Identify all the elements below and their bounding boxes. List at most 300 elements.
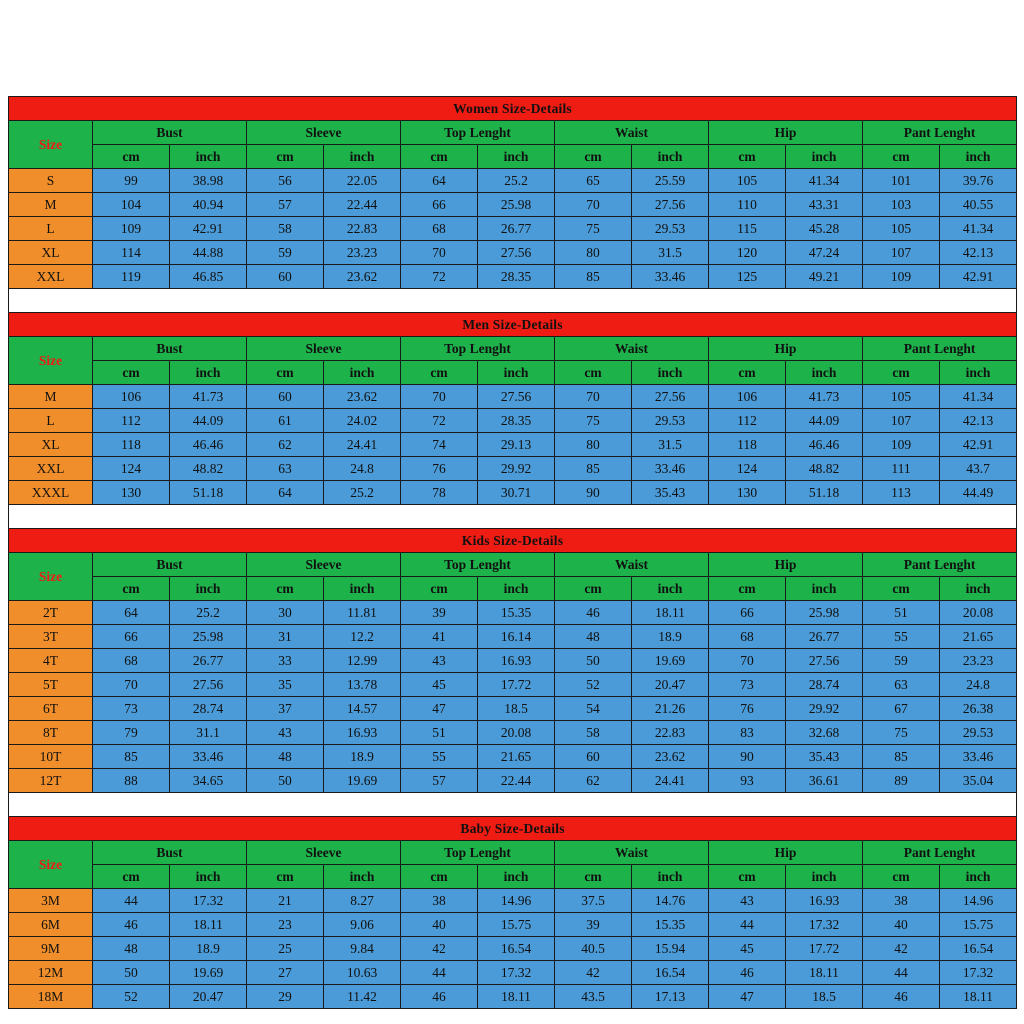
measurement-cell: 18.9: [632, 625, 709, 649]
measurement-cell: 21.65: [478, 745, 555, 769]
section-title-row: [9, 529, 1017, 553]
row-size-label: XXL: [9, 265, 93, 289]
column-unit-header: cm: [709, 145, 786, 169]
measurement-cell: 28.74: [786, 673, 863, 697]
measurement-cell: 118: [93, 433, 170, 457]
group-header-row: [9, 841, 1017, 865]
column-group-header: Bust: [93, 121, 247, 145]
measurement-cell: 56: [247, 169, 324, 193]
measurement-cell: 44: [863, 961, 940, 985]
measurement-cell: 40.55: [940, 193, 1017, 217]
measurement-cell: 110: [709, 193, 786, 217]
measurement-cell: 109: [863, 433, 940, 457]
column-unit-header: inch: [940, 865, 1017, 889]
column-unit-header: cm: [863, 577, 940, 601]
group-header-row: [9, 121, 1017, 145]
measurement-cell: 42.13: [940, 241, 1017, 265]
measurement-cell: 85: [555, 265, 632, 289]
column-unit-header: cm: [401, 361, 478, 385]
measurement-cell: 46.46: [170, 433, 247, 457]
measurement-cell: 17.13: [632, 985, 709, 1009]
measurement-cell: 57: [247, 193, 324, 217]
measurement-cell: 22.44: [478, 769, 555, 793]
measurement-cell: 27.56: [478, 385, 555, 409]
measurement-cell: 85: [93, 745, 170, 769]
column-group-header: Bust: [93, 337, 247, 361]
column-unit-header: inch: [170, 361, 247, 385]
unit-header-row: [9, 361, 1017, 385]
table-row: [9, 961, 1017, 985]
column-unit-header: cm: [555, 145, 632, 169]
measurement-cell: 85: [555, 457, 632, 481]
column-unit-header: cm: [709, 865, 786, 889]
measurement-cell: 48: [555, 625, 632, 649]
measurement-cell: 41.34: [786, 169, 863, 193]
measurement-cell: 58: [247, 217, 324, 241]
measurement-cell: 103: [863, 193, 940, 217]
measurement-cell: 18.5: [786, 985, 863, 1009]
measurement-cell: 22.44: [324, 193, 401, 217]
row-size-label: M: [9, 385, 93, 409]
measurement-cell: 16.54: [478, 937, 555, 961]
measurement-cell: 115: [709, 217, 786, 241]
measurement-cell: 37.5: [555, 889, 632, 913]
group-header-row: [9, 553, 1017, 577]
measurement-cell: 113: [863, 481, 940, 505]
column-group-header: Pant Lenght: [863, 553, 1017, 577]
column-unit-header: cm: [93, 145, 170, 169]
section-gap: [9, 289, 1017, 313]
column-unit-header: inch: [632, 865, 709, 889]
measurement-cell: 35: [247, 673, 324, 697]
measurement-cell: 51: [401, 721, 478, 745]
row-size-label: 6T: [9, 697, 93, 721]
measurement-cell: 25.98: [170, 625, 247, 649]
column-unit-header: inch: [786, 361, 863, 385]
measurement-cell: 33.46: [632, 457, 709, 481]
measurement-cell: 112: [93, 409, 170, 433]
measurement-cell: 11.42: [324, 985, 401, 1009]
measurement-cell: 26.77: [786, 625, 863, 649]
column-header-size: Size: [9, 337, 93, 385]
table-row: [9, 697, 1017, 721]
section-gap-cell: [9, 793, 1017, 817]
measurement-cell: 29.92: [786, 697, 863, 721]
measurement-cell: 14.96: [940, 889, 1017, 913]
measurement-cell: 34.65: [170, 769, 247, 793]
measurement-cell: 25: [247, 937, 324, 961]
measurement-cell: 27.56: [478, 241, 555, 265]
measurement-cell: 61: [247, 409, 324, 433]
column-group-header: Hip: [709, 337, 863, 361]
row-size-label: XL: [9, 433, 93, 457]
measurement-cell: 27.56: [170, 673, 247, 697]
measurement-cell: 60: [555, 745, 632, 769]
measurement-cell: 78: [401, 481, 478, 505]
table-row: [9, 889, 1017, 913]
measurement-cell: 37: [247, 697, 324, 721]
row-size-label: 2T: [9, 601, 93, 625]
measurement-cell: 21.26: [632, 697, 709, 721]
measurement-cell: 33.46: [170, 745, 247, 769]
column-unit-header: inch: [170, 865, 247, 889]
measurement-cell: 119: [93, 265, 170, 289]
measurement-cell: 16.93: [786, 889, 863, 913]
measurement-cell: 60: [247, 385, 324, 409]
table-row: [9, 601, 1017, 625]
measurement-cell: 50: [247, 769, 324, 793]
measurement-cell: 29.53: [632, 217, 709, 241]
measurement-cell: 42: [863, 937, 940, 961]
measurement-cell: 21: [247, 889, 324, 913]
measurement-cell: 124: [709, 457, 786, 481]
measurement-cell: 73: [93, 697, 170, 721]
column-unit-header: cm: [555, 361, 632, 385]
measurement-cell: 12.2: [324, 625, 401, 649]
measurement-cell: 67: [863, 697, 940, 721]
column-header-size: Size: [9, 121, 93, 169]
measurement-cell: 45.28: [786, 217, 863, 241]
measurement-cell: 68: [401, 217, 478, 241]
measurement-cell: 50: [93, 961, 170, 985]
measurement-cell: 43: [247, 721, 324, 745]
column-unit-header: cm: [401, 865, 478, 889]
row-size-label: 3T: [9, 625, 93, 649]
measurement-cell: 25.2: [478, 169, 555, 193]
measurement-cell: 29: [247, 985, 324, 1009]
section-gap: [9, 505, 1017, 529]
table-row: [9, 745, 1017, 769]
measurement-cell: 99: [93, 169, 170, 193]
table-row: [9, 721, 1017, 745]
measurement-cell: 44.49: [940, 481, 1017, 505]
measurement-cell: 76: [709, 697, 786, 721]
column-unit-header: cm: [863, 361, 940, 385]
measurement-cell: 75: [555, 217, 632, 241]
measurement-cell: 44: [709, 913, 786, 937]
column-group-header: Pant Lenght: [863, 337, 1017, 361]
section-title: Women Size-Details: [9, 97, 1017, 121]
measurement-cell: 23.23: [940, 649, 1017, 673]
row-size-label: 10T: [9, 745, 93, 769]
measurement-cell: 31.5: [632, 241, 709, 265]
measurement-cell: 18.5: [478, 697, 555, 721]
measurement-cell: 14.76: [632, 889, 709, 913]
column-unit-header: cm: [247, 361, 324, 385]
measurement-cell: 48: [93, 937, 170, 961]
measurement-cell: 31.1: [170, 721, 247, 745]
measurement-cell: 51.18: [170, 481, 247, 505]
row-size-label: L: [9, 217, 93, 241]
measurement-cell: 62: [247, 433, 324, 457]
size-chart-sheet: [8, 96, 1016, 1009]
measurement-cell: 58: [555, 721, 632, 745]
measurement-cell: 41: [401, 625, 478, 649]
measurement-cell: 28.35: [478, 409, 555, 433]
measurement-cell: 40.5: [555, 937, 632, 961]
measurement-cell: 118: [709, 433, 786, 457]
column-unit-header: cm: [93, 361, 170, 385]
measurement-cell: 130: [709, 481, 786, 505]
measurement-cell: 89: [863, 769, 940, 793]
column-group-header: Top Lenght: [401, 553, 555, 577]
column-header-size: Size: [9, 841, 93, 889]
measurement-cell: 27.56: [632, 385, 709, 409]
row-size-label: 3M: [9, 889, 93, 913]
row-size-label: XXL: [9, 457, 93, 481]
measurement-cell: 25.2: [324, 481, 401, 505]
column-group-header: Hip: [709, 841, 863, 865]
column-group-header: Top Lenght: [401, 841, 555, 865]
table-row: [9, 265, 1017, 289]
measurement-cell: 105: [863, 385, 940, 409]
column-group-header: Top Lenght: [401, 337, 555, 361]
measurement-cell: 26.38: [940, 697, 1017, 721]
measurement-cell: 70: [709, 649, 786, 673]
row-size-label: XL: [9, 241, 93, 265]
table-row: [9, 769, 1017, 793]
measurement-cell: 18.9: [170, 937, 247, 961]
measurement-cell: 70: [93, 673, 170, 697]
measurement-cell: 17.72: [786, 937, 863, 961]
measurement-cell: 72: [401, 409, 478, 433]
measurement-cell: 43.5: [555, 985, 632, 1009]
measurement-cell: 125: [709, 265, 786, 289]
measurement-cell: 29.53: [632, 409, 709, 433]
measurement-cell: 23.62: [324, 385, 401, 409]
row-size-label: L: [9, 409, 93, 433]
measurement-cell: 18.11: [786, 961, 863, 985]
column-group-header: Hip: [709, 553, 863, 577]
column-unit-header: cm: [555, 865, 632, 889]
column-unit-header: cm: [401, 577, 478, 601]
measurement-cell: 22.83: [632, 721, 709, 745]
column-group-header: Waist: [555, 337, 709, 361]
measurement-cell: 46: [709, 961, 786, 985]
column-unit-header: inch: [786, 577, 863, 601]
measurement-cell: 49.21: [786, 265, 863, 289]
column-group-header: Waist: [555, 841, 709, 865]
measurement-cell: 70: [555, 385, 632, 409]
column-unit-header: inch: [940, 577, 1017, 601]
measurement-cell: 27.56: [632, 193, 709, 217]
measurement-cell: 41.73: [170, 385, 247, 409]
measurement-cell: 30.71: [478, 481, 555, 505]
unit-header-row: [9, 577, 1017, 601]
column-unit-header: inch: [632, 577, 709, 601]
column-unit-header: cm: [247, 865, 324, 889]
measurement-cell: 70: [555, 193, 632, 217]
measurement-cell: 17.32: [940, 961, 1017, 985]
measurement-cell: 44.88: [170, 241, 247, 265]
measurement-cell: 41.73: [786, 385, 863, 409]
column-unit-header: inch: [170, 577, 247, 601]
measurement-cell: 42: [401, 937, 478, 961]
measurement-cell: 29.13: [478, 433, 555, 457]
measurement-cell: 46: [555, 601, 632, 625]
measurement-cell: 15.35: [632, 913, 709, 937]
group-header-row: [9, 337, 1017, 361]
section-title: Kids Size-Details: [9, 529, 1017, 553]
column-group-header: Pant Lenght: [863, 841, 1017, 865]
table-row: [9, 409, 1017, 433]
measurement-cell: 27.56: [786, 649, 863, 673]
measurement-cell: 40: [401, 913, 478, 937]
measurement-cell: 85: [863, 745, 940, 769]
measurement-cell: 29.53: [940, 721, 1017, 745]
measurement-cell: 45: [709, 937, 786, 961]
measurement-cell: 112: [709, 409, 786, 433]
measurement-cell: 35.43: [632, 481, 709, 505]
measurement-cell: 10.63: [324, 961, 401, 985]
measurement-cell: 130: [93, 481, 170, 505]
measurement-cell: 25.98: [478, 193, 555, 217]
section-gap: [9, 793, 1017, 817]
table-row: [9, 433, 1017, 457]
measurement-cell: 68: [93, 649, 170, 673]
measurement-cell: 29.92: [478, 457, 555, 481]
size-chart-table: [8, 96, 1017, 1009]
table-row: [9, 937, 1017, 961]
table-row: [9, 649, 1017, 673]
measurement-cell: 80: [555, 241, 632, 265]
measurement-cell: 43.31: [786, 193, 863, 217]
measurement-cell: 31.5: [632, 433, 709, 457]
measurement-cell: 15.75: [478, 913, 555, 937]
column-unit-header: cm: [863, 865, 940, 889]
measurement-cell: 43: [401, 649, 478, 673]
column-unit-header: inch: [478, 577, 555, 601]
table-row: [9, 913, 1017, 937]
measurement-cell: 42.91: [940, 433, 1017, 457]
measurement-cell: 62: [555, 769, 632, 793]
measurement-cell: 26.77: [478, 217, 555, 241]
measurement-cell: 43: [709, 889, 786, 913]
column-unit-header: inch: [786, 865, 863, 889]
measurement-cell: 104: [93, 193, 170, 217]
table-row: [9, 481, 1017, 505]
column-unit-header: cm: [93, 865, 170, 889]
measurement-cell: 47: [401, 697, 478, 721]
measurement-cell: 18.11: [170, 913, 247, 937]
column-unit-header: inch: [940, 361, 1017, 385]
measurement-cell: 23.23: [324, 241, 401, 265]
row-size-label: 12T: [9, 769, 93, 793]
measurement-cell: 46: [93, 913, 170, 937]
row-size-label: 9M: [9, 937, 93, 961]
measurement-cell: 18.11: [478, 985, 555, 1009]
section-gap-cell: [9, 505, 1017, 529]
measurement-cell: 17.32: [786, 913, 863, 937]
measurement-cell: 76: [401, 457, 478, 481]
table-row: [9, 985, 1017, 1009]
measurement-cell: 22.83: [324, 217, 401, 241]
unit-header-row: [9, 145, 1017, 169]
measurement-cell: 27: [247, 961, 324, 985]
measurement-cell: 25.2: [170, 601, 247, 625]
measurement-cell: 51.18: [786, 481, 863, 505]
measurement-cell: 24.02: [324, 409, 401, 433]
measurement-cell: 23.62: [324, 265, 401, 289]
measurement-cell: 74: [401, 433, 478, 457]
measurement-cell: 80: [555, 433, 632, 457]
measurement-cell: 19.69: [324, 769, 401, 793]
measurement-cell: 14.57: [324, 697, 401, 721]
column-unit-header: inch: [478, 145, 555, 169]
measurement-cell: 44.09: [786, 409, 863, 433]
measurement-cell: 40: [863, 913, 940, 937]
measurement-cell: 20.08: [940, 601, 1017, 625]
section-title-row: [9, 313, 1017, 337]
measurement-cell: 40.94: [170, 193, 247, 217]
measurement-cell: 101: [863, 169, 940, 193]
measurement-cell: 124: [93, 457, 170, 481]
measurement-cell: 63: [863, 673, 940, 697]
measurement-cell: 38: [863, 889, 940, 913]
measurement-cell: 20.47: [170, 985, 247, 1009]
measurement-cell: 63: [247, 457, 324, 481]
table-row: [9, 193, 1017, 217]
column-unit-header: inch: [632, 361, 709, 385]
measurement-cell: 18.9: [324, 745, 401, 769]
measurement-cell: 48: [247, 745, 324, 769]
measurement-cell: 48.82: [786, 457, 863, 481]
measurement-cell: 111: [863, 457, 940, 481]
measurement-cell: 107: [863, 241, 940, 265]
measurement-cell: 47: [709, 985, 786, 1009]
measurement-cell: 33.46: [632, 265, 709, 289]
measurement-cell: 52: [93, 985, 170, 1009]
column-group-header: Sleeve: [247, 553, 401, 577]
column-unit-header: cm: [247, 577, 324, 601]
column-unit-header: inch: [170, 145, 247, 169]
measurement-cell: 16.93: [324, 721, 401, 745]
column-unit-header: cm: [93, 577, 170, 601]
measurement-cell: 50: [555, 649, 632, 673]
measurement-cell: 11.81: [324, 601, 401, 625]
measurement-cell: 38.98: [170, 169, 247, 193]
measurement-cell: 66: [93, 625, 170, 649]
measurement-cell: 48.82: [170, 457, 247, 481]
measurement-cell: 57: [401, 769, 478, 793]
measurement-cell: 17.32: [170, 889, 247, 913]
table-row: [9, 217, 1017, 241]
measurement-cell: 55: [401, 745, 478, 769]
measurement-cell: 15.94: [632, 937, 709, 961]
table-row: [9, 241, 1017, 265]
measurement-cell: 105: [863, 217, 940, 241]
measurement-cell: 13.78: [324, 673, 401, 697]
measurement-cell: 46: [863, 985, 940, 1009]
measurement-cell: 83: [709, 721, 786, 745]
measurement-cell: 16.54: [632, 961, 709, 985]
measurement-cell: 9.84: [324, 937, 401, 961]
measurement-cell: 24.41: [632, 769, 709, 793]
measurement-cell: 90: [709, 745, 786, 769]
measurement-cell: 39: [555, 913, 632, 937]
column-unit-header: cm: [401, 145, 478, 169]
measurement-cell: 46: [401, 985, 478, 1009]
measurement-cell: 36.61: [786, 769, 863, 793]
column-unit-header: inch: [478, 361, 555, 385]
column-unit-header: inch: [940, 145, 1017, 169]
row-size-label: 4T: [9, 649, 93, 673]
column-unit-header: cm: [863, 145, 940, 169]
measurement-cell: 42: [555, 961, 632, 985]
measurement-cell: 39: [401, 601, 478, 625]
measurement-cell: 46.85: [170, 265, 247, 289]
table-row: [9, 169, 1017, 193]
